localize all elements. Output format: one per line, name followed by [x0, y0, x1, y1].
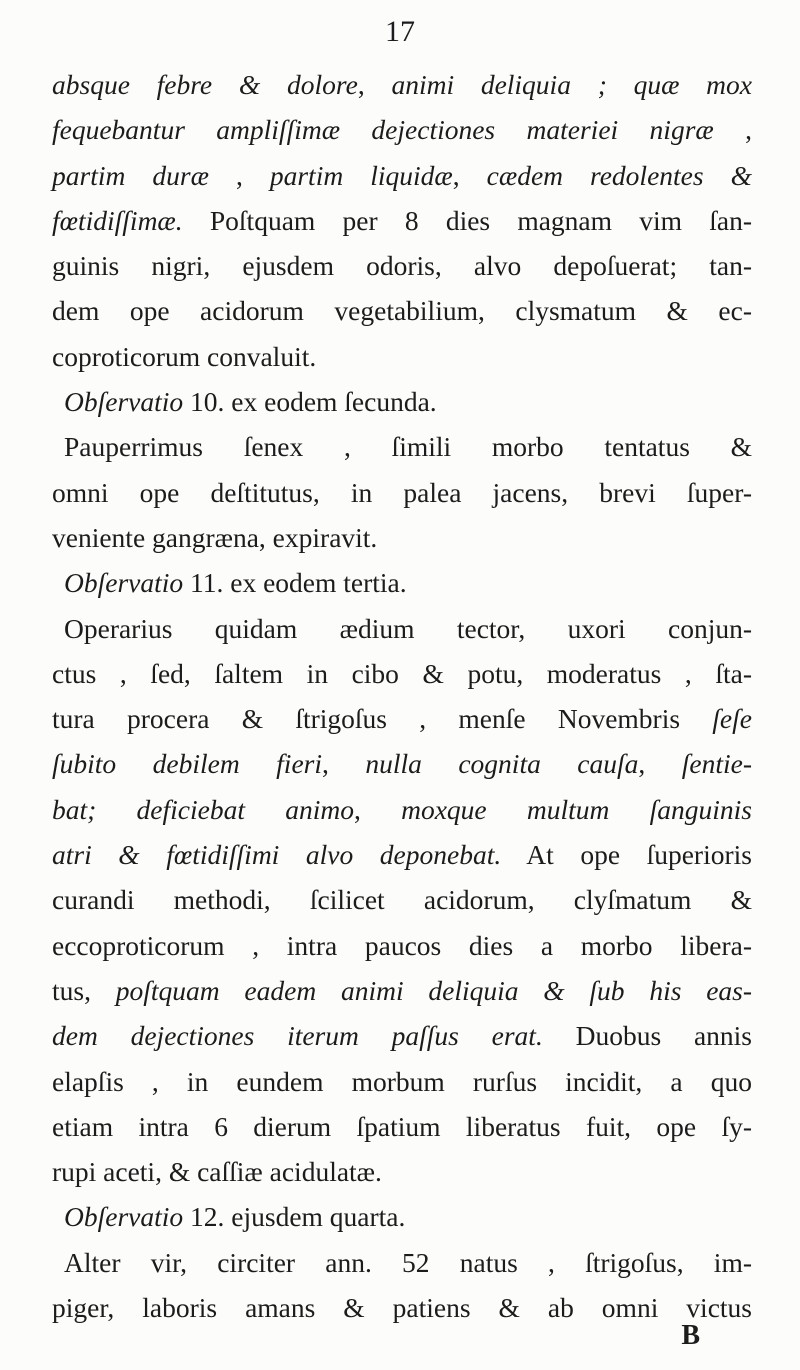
- italic-run: dolore: [287, 69, 358, 100]
- roman-run: tus,: [52, 974, 116, 1006]
- text-line: [52, 1240, 752, 1285]
- section-heading: [52, 560, 752, 605]
- roman-run: veniente gangræna, expiravit.: [52, 521, 378, 553]
- italic-run: bat; deficiebat animo: [52, 793, 354, 825]
- roman-run: piger, laboris amans & patiens & ab omni victus: [52, 1292, 752, 1324]
- text-line: [52, 741, 752, 786]
- roman-run: Poſtquam per 8 dies magnam vim ſan-: [182, 204, 752, 236]
- text-line: [52, 651, 752, 696]
- italic-run: Obſervatio: [64, 567, 184, 599]
- text-line: [52, 198, 752, 243]
- roman-run: 12. ejusdem quarta.: [183, 1201, 406, 1233]
- roman-run: ,: [713, 114, 752, 146]
- roman-run: Operarius quidam ædium tector, uxori conjun-: [64, 612, 752, 644]
- roman-run: guinis nigri, ejusdem odoris, alvo depoſuerat; tan-: [52, 250, 752, 282]
- text-line: [52, 832, 752, 877]
- text-line: [52, 1104, 752, 1149]
- text-line: [52, 107, 752, 152]
- roman-run: omni ope deſtitutus, in palea jacens, brevi ſuper-: [52, 476, 752, 508]
- text-line: [52, 62, 752, 107]
- roman-run: ,: [638, 748, 682, 780]
- roman-run: 10. ex eodem ſecunda.: [183, 386, 437, 418]
- italic-run: Obſervatio: [64, 1201, 184, 1233]
- text-line: [52, 1149, 752, 1194]
- text-line: [52, 1285, 752, 1330]
- italic-run: moxque multum ſanguinis: [401, 793, 752, 825]
- roman-run: eccoproticorum , intra paucos dies a morbo libera-: [52, 929, 752, 961]
- italic-run: poſtquam eadem animi deliquia & ſub his eas-: [115, 974, 753, 1006]
- roman-run: Pauperrimus ſenex , ſimili morbo tentatus &: [64, 431, 752, 463]
- text-line: [52, 787, 752, 832]
- roman-run: elapſis , in eundem morbum rurſus incidit, a quo: [52, 1065, 752, 1097]
- roman-run: At ope ſuperioris: [501, 839, 752, 871]
- text-line: [52, 1059, 752, 1104]
- text-line: [52, 696, 752, 741]
- roman-run: etiam intra 6 dierum ſpatium liberatus fuit, ope ſy-: [52, 1110, 752, 1142]
- italic-run: partim duræ: [52, 159, 209, 191]
- roman-run: coproticorum convaluit.: [52, 340, 317, 372]
- italic-run: atri & fœtidiſſimi alvo deponebat.: [52, 839, 502, 871]
- text-line: [52, 334, 752, 379]
- body-text: [52, 62, 752, 1330]
- roman-run: ,: [353, 793, 402, 825]
- text-line: [52, 515, 752, 560]
- section-heading: [52, 1194, 752, 1239]
- signature-mark: B: [681, 1320, 700, 1351]
- text-line: [52, 1013, 752, 1058]
- italic-run: absque febre: [52, 69, 239, 100]
- italic-run: partim liquidæ: [269, 159, 453, 191]
- roman-run: tura procera & ſtrigoſus , menſe Novembris: [52, 703, 713, 735]
- text-line: [52, 424, 752, 469]
- italic-run: fœtidiſſimæ.: [52, 204, 183, 236]
- page-number: 17: [385, 15, 415, 48]
- italic-run: dem dejectiones iterum paſſus erat.: [52, 1020, 543, 1052]
- italic-run: animi deliquia ; quæ mox: [391, 69, 752, 100]
- italic-run: Obſervatio: [64, 386, 184, 418]
- roman-run: Duobus annis: [542, 1020, 752, 1052]
- text-line: [52, 606, 752, 651]
- text-line: [52, 288, 752, 333]
- text-line: [52, 153, 752, 198]
- text-line: [52, 877, 752, 922]
- roman-run: ,: [208, 159, 270, 191]
- text-line: [52, 968, 752, 1013]
- roman-run: Alter vir, circiter ann. 52 natus , ſtrigoſus, im-: [64, 1246, 752, 1278]
- roman-run: ,: [452, 159, 487, 191]
- text-line: [52, 470, 752, 515]
- text-line: [52, 243, 752, 288]
- roman-run: rupi aceti, & caſſiæ acidulatæ.: [52, 1156, 382, 1188]
- roman-run: ctus , ſed, ſaltem in cibo & potu, moderatus , ſta-: [52, 657, 752, 689]
- italic-run: ſeſe: [712, 703, 752, 735]
- italic-run: cædem redolentes &: [486, 159, 752, 191]
- text-line: [52, 923, 752, 968]
- roman-run: dem ope acidorum vegetabilium, clysmatum & ec-: [52, 295, 752, 327]
- italic-run: &: [238, 69, 288, 100]
- section-heading: [52, 379, 752, 424]
- roman-run: curandi methodi, ſcilicet acidorum, clyſmatum &: [52, 884, 752, 916]
- roman-run: 11. ex eodem tertia.: [183, 567, 407, 599]
- italic-run: nulla cognita cauſa: [365, 748, 639, 780]
- roman-run: ,: [357, 69, 392, 100]
- italic-run: ſentie-: [681, 748, 752, 780]
- italic-run: fequebantur ampliſſimæ dejectiones materiei nigræ: [52, 114, 714, 146]
- italic-run: ſubito debilem fieri: [52, 748, 322, 780]
- roman-run: ,: [322, 748, 366, 780]
